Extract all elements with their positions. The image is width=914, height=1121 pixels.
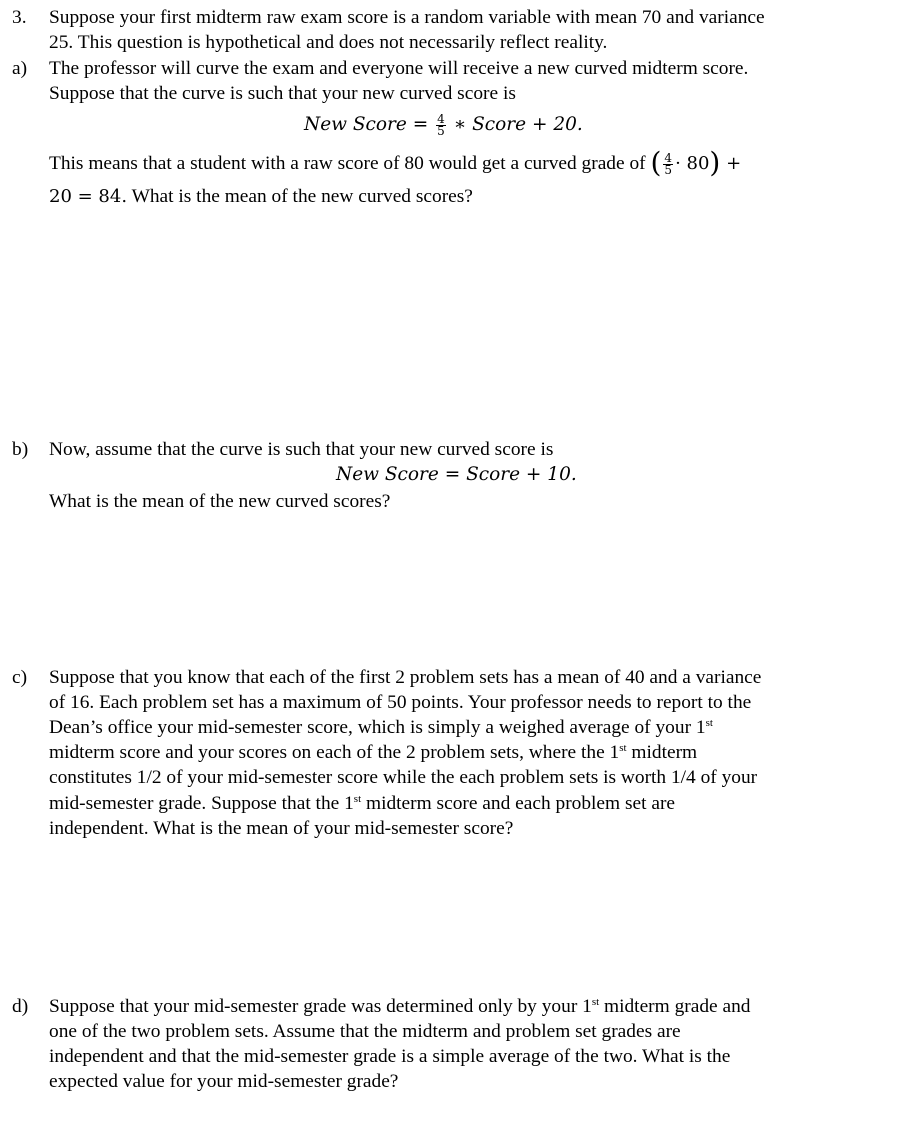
part-b-text-line: Now, assume that the curve is such that your new curved score is: [49, 439, 554, 460]
part-d-text: Suppose that your mid-semester grade was determined only by your 1: [49, 996, 592, 1017]
question-text-line: 25. This question is hypothetical and does not necessarily reflect reality.: [49, 32, 608, 53]
fraction-numerator: 4: [437, 111, 445, 126]
superscript: st: [353, 793, 362, 805]
part-c-text-line: [49, 740, 697, 765]
question-number: 3.: [12, 7, 27, 28]
formula-rhs: ∗ Score + 20.: [453, 114, 583, 135]
part-d-label: d): [12, 996, 29, 1017]
part-c-text: midterm: [626, 742, 698, 763]
superscript: st: [705, 717, 713, 729]
part-d-text: midterm grade and: [599, 996, 751, 1017]
part-d-text-line: [49, 994, 750, 1019]
paren-close: ): [709, 146, 721, 179]
part-d-text-line: independent and that the mid-semester grade is a simple average of the two. What is the: [49, 1046, 731, 1067]
part-c-text-line: [49, 715, 713, 740]
formula-lhs: New Score: [304, 114, 407, 135]
part-a-text-line: The professor will curve the exam and everyone will receive a new curved midterm score.: [49, 58, 749, 79]
superscript: st: [619, 742, 627, 754]
paren-open: (: [650, 146, 662, 179]
part-a-result: 20 = 84.: [49, 186, 128, 207]
formula-equals: =: [412, 114, 429, 135]
part-b-formula: New Score = Score + 10.: [336, 464, 577, 485]
part-a-inline-math: [650, 146, 742, 179]
part-d-text-line: expected value for your mid-semester grade?: [49, 1071, 399, 1092]
formula-fraction: [436, 111, 446, 138]
part-c-text-line: of 16. Each problem set has a maximum of 50 points. Your professor needs to report to the: [49, 692, 752, 713]
part-a-example-line: [49, 184, 473, 209]
inline-plus: +: [726, 153, 742, 174]
fraction-denominator: 5: [664, 162, 673, 177]
fraction-denominator: 5: [437, 123, 445, 138]
part-b-text-line: What is the mean of the new curved scores?: [49, 491, 391, 512]
part-c-text-line: Suppose that you know that each of the first 2 problem sets has a mean of 40 and a variance: [49, 667, 762, 688]
part-c-text: midterm score and each problem set are: [361, 793, 676, 814]
superscript: st: [591, 996, 600, 1008]
part-c-text: mid-semester grade. Suppose that the 1: [49, 793, 354, 814]
part-c-text: Dean’s office your mid-semester score, which is simply a weighed average of your 1: [49, 717, 706, 738]
part-b-label: b): [12, 439, 29, 460]
part-a-text-line: Suppose that the curve is such that your new curved score is: [49, 83, 516, 104]
part-a-example-text: This means that a student with a raw score of 80 would get a curved grade of: [49, 153, 646, 174]
part-c-text: midterm score and your scores on each of the 2 problem sets, where the 1: [49, 742, 620, 763]
part-c-text-line: [49, 791, 675, 816]
part-a-example-line: [49, 146, 742, 179]
part-a-label: a): [12, 58, 28, 79]
question-text-line: Suppose your first midterm raw exam score is a random variable with mean 70 and variance: [49, 7, 765, 28]
part-a-question: What is the mean of the new curved scores?: [131, 186, 473, 207]
part-c-text-line: independent. What is the mean of your mid-semester score?: [49, 818, 514, 839]
part-a-formula: [304, 112, 583, 137]
part-c-text-line: constitutes 1/2 of your mid-semester score while the each problem sets is worth 1/4 of your: [49, 767, 758, 788]
part-d-text-line: one of the two problem sets. Assume that the midterm and problem set grades are: [49, 1021, 681, 1042]
part-c-label: c): [12, 667, 28, 688]
inline-fraction: [663, 150, 673, 177]
fraction-numerator: 4: [664, 150, 673, 165]
inline-math-rest: · 80: [675, 153, 710, 174]
